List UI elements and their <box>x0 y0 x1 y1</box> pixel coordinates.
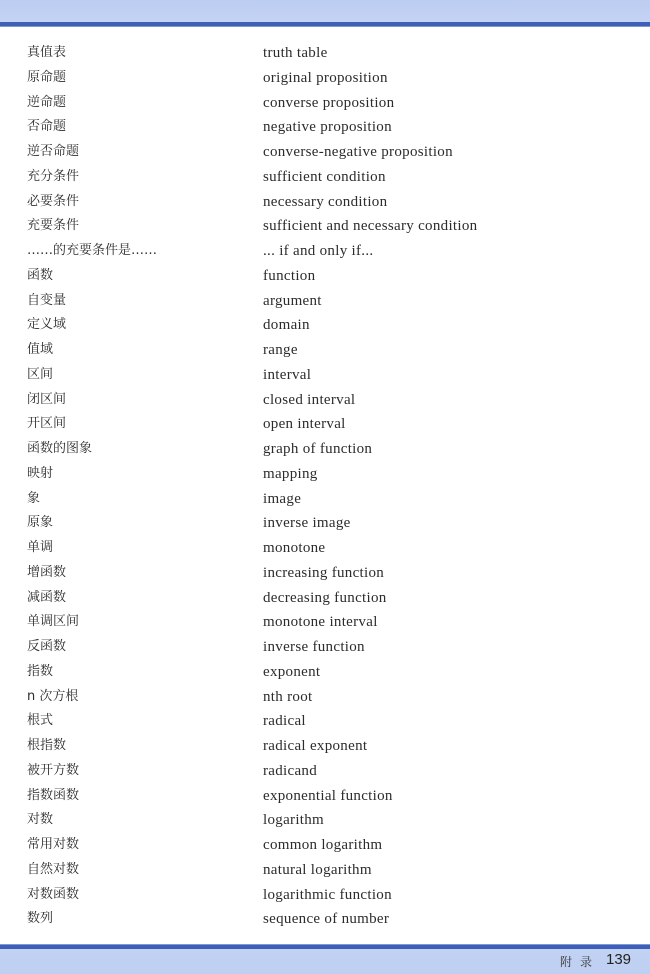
english-term: original proposition <box>263 69 388 86</box>
english-term: sequence of number <box>263 911 390 928</box>
chinese-term: 自然对数 <box>27 861 80 877</box>
english-term: open interval <box>263 416 346 433</box>
chinese-term: n 次方根 <box>27 688 79 704</box>
glossary-row <box>0 313 650 338</box>
chinese-term: 值域 <box>27 342 54 357</box>
chinese-term: ……的充要条件是…… <box>27 243 158 258</box>
glossary-row <box>0 487 650 512</box>
glossary-row <box>0 91 650 116</box>
english-term: nth root <box>263 688 313 705</box>
english-term: argument <box>263 292 322 309</box>
chinese-term: 充分条件 <box>27 168 80 184</box>
english-term: truth table <box>263 45 328 61</box>
english-term: logarithm <box>263 812 325 829</box>
english-term: necessary condition <box>263 193 388 210</box>
chinese-term: 原命题 <box>27 69 67 85</box>
glossary-row <box>0 140 650 165</box>
glossary-table <box>0 41 650 932</box>
header-rule <box>0 22 650 27</box>
english-term: increasing function <box>263 564 385 581</box>
english-term: sufficient condition <box>263 168 386 185</box>
glossary-row <box>0 511 650 536</box>
chinese-term: 反函数 <box>27 639 67 654</box>
glossary-row <box>0 833 650 858</box>
chinese-term: 根式 <box>27 713 54 729</box>
chinese-term: 充要条件 <box>27 218 80 234</box>
chinese-term: 数列 <box>27 911 54 927</box>
chinese-term: 常用对数 <box>27 837 80 852</box>
english-term: radicand <box>263 762 318 779</box>
glossary-row <box>0 388 650 413</box>
glossary-row <box>0 214 650 239</box>
glossary-row <box>0 536 650 561</box>
chinese-term: 必要条件 <box>27 193 80 209</box>
chinese-term: 自变量 <box>27 292 67 308</box>
glossary-row <box>0 883 650 908</box>
english-term: logarithmic function <box>263 886 392 903</box>
glossary-row <box>0 586 650 611</box>
chinese-term: 单调 <box>27 540 54 555</box>
english-term: range <box>263 342 298 358</box>
glossary-row <box>0 462 650 487</box>
english-term: graph of function <box>263 441 373 457</box>
glossary-row <box>0 610 650 635</box>
english-term: function <box>263 267 316 284</box>
english-term: sufficient and necessary condition <box>263 218 478 235</box>
glossary-row <box>0 115 650 140</box>
glossary-row <box>0 858 650 883</box>
glossary-row <box>0 784 650 809</box>
chinese-term: 闭区间 <box>27 391 67 407</box>
english-term: monotone interval <box>263 614 378 631</box>
glossary-row <box>0 289 650 314</box>
english-term: converse-negative proposition <box>263 144 453 160</box>
chinese-term: 真值表 <box>27 45 67 60</box>
english-term: ... if and only if... <box>263 243 374 259</box>
chinese-term: 减函数 <box>27 589 67 605</box>
english-term: inverse function <box>263 639 365 655</box>
glossary-row <box>0 561 650 586</box>
chinese-term: 函数的图象 <box>27 441 93 456</box>
chinese-term: 对数 <box>27 812 54 828</box>
glossary-row <box>0 264 650 289</box>
chinese-term: 指数 <box>27 663 54 679</box>
chinese-term: 被开方数 <box>27 762 80 778</box>
english-term: inverse image <box>263 515 351 532</box>
chinese-term: 单调区间 <box>27 614 80 630</box>
english-term: closed interval <box>263 391 356 408</box>
glossary-row <box>0 759 650 784</box>
footer-band <box>0 949 650 974</box>
glossary-row <box>0 660 650 685</box>
chinese-term: 逆否命题 <box>27 144 80 159</box>
english-term: image <box>263 490 302 507</box>
glossary-row <box>0 808 650 833</box>
glossary-row <box>0 709 650 734</box>
glossary-row <box>0 685 650 710</box>
chinese-term: 根指数 <box>27 738 67 753</box>
chinese-term: 否命题 <box>27 119 67 135</box>
english-term: mapping <box>263 465 318 482</box>
glossary-row <box>0 190 650 215</box>
chinese-term: 区间 <box>27 366 54 382</box>
english-term: radical exponent <box>263 738 368 754</box>
appendix-label: 附录 <box>560 955 601 969</box>
page-number: 139 <box>606 951 632 968</box>
english-term: domain <box>263 317 310 334</box>
chinese-term: 映射 <box>27 465 54 481</box>
chinese-term: 象 <box>27 490 41 506</box>
chinese-term: 函数 <box>27 267 54 283</box>
english-term: radical <box>263 713 306 730</box>
glossary-row <box>0 907 650 932</box>
chinese-term: 对数函数 <box>27 886 80 902</box>
english-term: natural logarithm <box>263 861 372 878</box>
english-term: interval <box>263 366 312 383</box>
glossary-row <box>0 437 650 462</box>
chinese-term: 定义域 <box>27 317 67 333</box>
chinese-term: 逆命题 <box>27 94 67 110</box>
english-term: converse proposition <box>263 94 395 111</box>
english-term: monotone <box>263 540 326 556</box>
glossary-row <box>0 363 650 388</box>
chinese-term: 指数函数 <box>27 787 80 803</box>
glossary-row <box>0 338 650 363</box>
header-band <box>0 0 650 22</box>
english-term: negative proposition <box>263 119 392 136</box>
glossary-row <box>0 66 650 91</box>
chinese-term: 开区间 <box>27 416 67 432</box>
english-term: decreasing function <box>263 589 387 606</box>
english-term: exponential function <box>263 787 393 804</box>
glossary-row <box>0 165 650 190</box>
chinese-term: 增函数 <box>27 564 67 580</box>
english-term: exponent <box>263 663 321 680</box>
chinese-term: 原象 <box>27 515 54 531</box>
glossary-row <box>0 734 650 759</box>
glossary-row <box>0 635 650 660</box>
english-term: common logarithm <box>263 837 383 853</box>
glossary-row <box>0 239 650 264</box>
glossary-row <box>0 412 650 437</box>
glossary-row <box>0 41 650 66</box>
